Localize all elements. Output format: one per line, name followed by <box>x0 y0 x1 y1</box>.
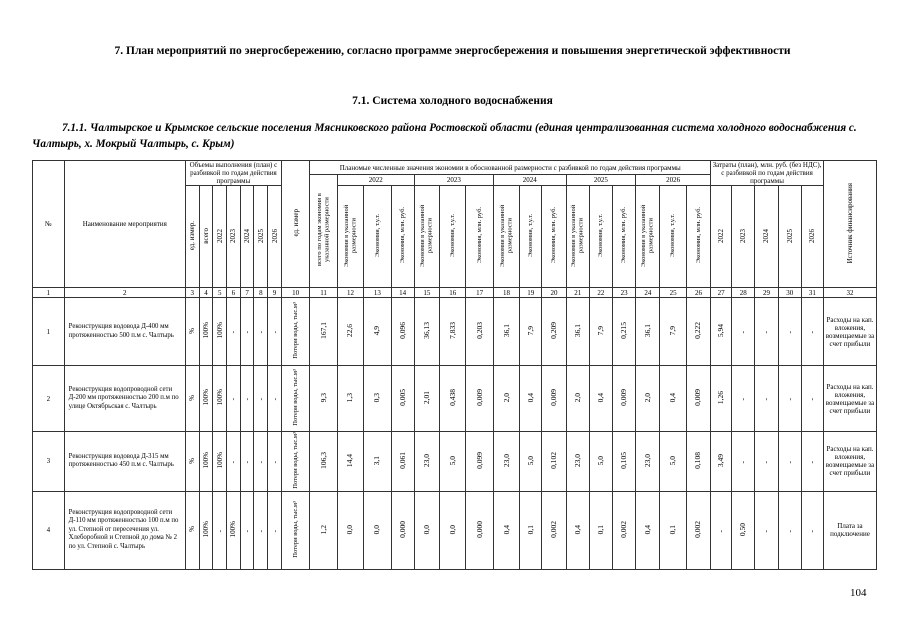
header-eco-tut: Экономия, т.у.т. <box>364 186 391 288</box>
row-unit: % <box>185 491 199 569</box>
header-vol-2023: 2023 <box>227 186 241 288</box>
row-unit2: Потери воды, тыс.м³ <box>281 432 309 492</box>
header-cost-2025: 2025 <box>778 186 801 288</box>
row-volume: - <box>227 366 241 432</box>
row-economy: 0,4 <box>520 366 542 432</box>
column-number: 19 <box>520 288 542 298</box>
row-cost: - <box>755 432 778 492</box>
row-economy: 0,0 <box>337 491 363 569</box>
header-vol-2025: 2025 <box>254 186 268 288</box>
row-total-economy: 167,1 <box>310 298 337 366</box>
row-volume: 100% <box>213 366 227 432</box>
header-cost-2026: 2026 <box>801 186 823 288</box>
header-name: Наименование мероприятия <box>64 161 185 288</box>
row-economy: 0,4 <box>566 491 589 569</box>
column-number: 14 <box>391 288 414 298</box>
row-volume: - <box>254 432 268 492</box>
column-number: 30 <box>778 288 801 298</box>
row-cost: - <box>732 432 755 492</box>
row-economy: 4,9 <box>364 298 391 366</box>
column-number: 20 <box>542 288 566 298</box>
row-cost: - <box>801 298 823 366</box>
row-economy: 0,009 <box>466 366 493 432</box>
column-number: 6 <box>227 288 241 298</box>
column-number: 24 <box>636 288 660 298</box>
row-economy: 23,0 <box>636 432 660 492</box>
row-economy: 0,4 <box>493 491 519 569</box>
row-economy: 0,0 <box>440 491 466 569</box>
row-economy: 7,9 <box>520 298 542 366</box>
row-volume: - <box>268 491 282 569</box>
header-num: № <box>33 161 65 288</box>
row-name: Реконструкция водопроводной сети Д-110 мм протяженностью 100 п.м по ул. Степной от пересечения ул. Хлеборобной и Степной до дома № 2 по ул. Степной с. Чалтырь <box>64 491 185 569</box>
column-number: 15 <box>414 288 439 298</box>
row-cost: - <box>778 366 801 432</box>
row-name: Реконструкция водовода Д-400 мм протяженностью 500 п.м с. Чалтырь <box>64 298 185 366</box>
header-total-economy: всего по годам экономия в указанной размерности <box>310 175 337 288</box>
column-number: 1 <box>33 288 65 298</box>
row-economy: 0,000 <box>391 491 414 569</box>
column-number: 12 <box>337 288 363 298</box>
row-economy: 0,009 <box>686 366 710 432</box>
row-unit2: Потери воды, тыс.м³ <box>281 366 309 432</box>
row-economy: 0,438 <box>440 366 466 432</box>
row-economy: 0,002 <box>686 491 710 569</box>
table-row <box>33 491 877 569</box>
row-volume: - <box>268 366 282 432</box>
row-cost: 5,94 <box>711 298 732 366</box>
header-year-2022: 2022 <box>337 175 414 186</box>
header-eco-rub: Экономия, млн. руб. <box>613 186 636 288</box>
row-economy: 23,0 <box>493 432 519 492</box>
column-number: 5 <box>213 288 227 298</box>
header-volumes-group: Объемы выполнения (план) с разбивкой по годам действия программы <box>185 161 281 186</box>
row-volume: - <box>268 432 282 492</box>
row-economy: 0,0 <box>414 491 439 569</box>
header-year-2024: 2024 <box>493 175 566 186</box>
header-year-2023: 2023 <box>414 175 493 186</box>
header-eco-tut: Экономия, т.у.т. <box>440 186 466 288</box>
header-year-2026: 2026 <box>636 175 711 186</box>
row-finance-source: Расходы на кап. вложения, возмещаемые за счет прибыли <box>823 366 876 432</box>
row-economy: 36,1 <box>636 298 660 366</box>
row-volume: - <box>268 298 282 366</box>
header-eco-rub: Экономия, млн. руб. <box>542 186 566 288</box>
row-economy: 5,0 <box>440 432 466 492</box>
row-volume: - <box>227 298 241 366</box>
column-number: 9 <box>268 288 282 298</box>
header-cost-2022: 2022 <box>711 186 732 288</box>
header-cost-2024: 2024 <box>755 186 778 288</box>
table-row <box>33 432 877 492</box>
row-unit: % <box>185 298 199 366</box>
column-number: 21 <box>566 288 589 298</box>
row-cost: - <box>711 491 732 569</box>
row-volume: 100% <box>199 366 213 432</box>
row-cost: - <box>732 366 755 432</box>
row-num: 3 <box>33 432 65 492</box>
column-number: 28 <box>732 288 755 298</box>
row-unit2: Потери воды, тыс.м³ <box>281 298 309 366</box>
row-total-economy: 1,2 <box>310 491 337 569</box>
subsection-heading: 7.1. Система холодного водоснабжения <box>352 95 553 107</box>
row-economy: 0,102 <box>542 432 566 492</box>
row-economy: 3,1 <box>364 432 391 492</box>
row-economy: 2,0 <box>636 366 660 432</box>
row-economy: 36,1 <box>566 298 589 366</box>
row-num: 2 <box>33 366 65 432</box>
row-economy: 2,01 <box>414 366 439 432</box>
row-volume: - <box>227 432 241 492</box>
row-economy: 0,222 <box>686 298 710 366</box>
column-number: 10 <box>281 288 309 298</box>
row-economy: 7,833 <box>440 298 466 366</box>
row-economy: 36,13 <box>414 298 439 366</box>
header-vol-2024: 2024 <box>240 186 254 288</box>
row-total-economy: 106,3 <box>310 432 337 492</box>
row-economy: 0,096 <box>391 298 414 366</box>
row-num: 1 <box>33 298 65 366</box>
column-number: 3 <box>185 288 199 298</box>
row-volume: - <box>240 366 254 432</box>
header-eco-tut: Экономия, т.у.т. <box>589 186 612 288</box>
header-eco-rub: Экономия, млн. руб. <box>391 186 414 288</box>
column-number: 2 <box>64 288 185 298</box>
row-cost: 1,26 <box>711 366 732 432</box>
row-volume: - <box>240 298 254 366</box>
row-volume: - <box>213 491 227 569</box>
row-finance-source: Расходы на кап. вложения, возмещаемые за счет прибыли <box>823 298 876 366</box>
header-vol-2026: 2026 <box>268 186 282 288</box>
header-unit2: ед. измер <box>281 161 309 288</box>
row-cost: - <box>801 432 823 492</box>
column-number: 26 <box>686 288 710 298</box>
row-volume: 100% <box>199 432 213 492</box>
row-total-economy: 9,3 <box>310 366 337 432</box>
header-planned-group: Планомые численные значения экономии в обоснованной размерности с разбивкой по годам действия программы <box>310 161 711 175</box>
row-economy: 0,061 <box>391 432 414 492</box>
row-economy: 7,9 <box>660 298 686 366</box>
row-volume: - <box>254 491 268 569</box>
row-cost: - <box>801 366 823 432</box>
row-economy: 0,002 <box>542 491 566 569</box>
column-number: 25 <box>660 288 686 298</box>
row-volume: 100% <box>213 298 227 366</box>
header-cost-2023: 2023 <box>732 186 755 288</box>
row-economy: 2,0 <box>493 366 519 432</box>
row-finance-source: Плата за подключение <box>823 491 876 569</box>
row-economy: 0,4 <box>660 366 686 432</box>
row-economy: 0,0 <box>364 491 391 569</box>
row-cost: 3,49 <box>711 432 732 492</box>
row-economy: 0,203 <box>466 298 493 366</box>
column-number: 13 <box>364 288 391 298</box>
header-year-2025: 2025 <box>566 175 636 186</box>
row-cost: - <box>755 298 778 366</box>
row-economy: 0,108 <box>686 432 710 492</box>
row-unit2: Потери воды, тыс.м³ <box>281 491 309 569</box>
header-finance-source: Источник финансирования <box>823 161 876 288</box>
column-number: 29 <box>755 288 778 298</box>
column-number: 18 <box>493 288 519 298</box>
row-economy: 0,4 <box>589 366 612 432</box>
row-cost: - <box>755 366 778 432</box>
row-economy: 0,099 <box>466 432 493 492</box>
row-unit: % <box>185 432 199 492</box>
header-eco-tut: Экономия, т.у.т. <box>660 186 686 288</box>
row-volume: - <box>254 298 268 366</box>
column-number: 16 <box>440 288 466 298</box>
row-volume: - <box>240 432 254 492</box>
row-economy: 0,1 <box>589 491 612 569</box>
row-economy: 0,005 <box>391 366 414 432</box>
row-cost: - <box>778 491 801 569</box>
row-economy: 0,1 <box>520 491 542 569</box>
page-number: 104 <box>850 587 867 599</box>
column-number: 11 <box>310 288 337 298</box>
row-cost: - <box>732 298 755 366</box>
row-name: Реконструкция водопроводной сети Д-200 мм протяженностью 200 п.м по улице Октябрьская с. Чалтырь <box>64 366 185 432</box>
header-eco-dim: Экономия в указанной размерности <box>414 186 439 288</box>
row-economy: 0,3 <box>364 366 391 432</box>
subsubsection-heading: 7.1.1. Чалтырское и Крымское сельские поселения Мясниковского района Ростовской области (единая централизованная система холодного водоснабжения с. Чалтырь, х. Мокрый Чалтырь, с. Крым) <box>32 122 857 150</box>
header-eco-dim: Экономия в указанной размерности <box>337 186 363 288</box>
row-economy: 0,002 <box>613 491 636 569</box>
row-economy: 36,1 <box>493 298 519 366</box>
column-number: 22 <box>589 288 612 298</box>
row-volume: - <box>240 491 254 569</box>
row-economy: 22,6 <box>337 298 363 366</box>
row-economy: 5,0 <box>660 432 686 492</box>
row-cost: - <box>778 298 801 366</box>
column-number: 7 <box>240 288 254 298</box>
row-economy: 0,105 <box>613 432 636 492</box>
row-volume: 100% <box>199 491 213 569</box>
row-cost: 0,50 <box>732 491 755 569</box>
column-number: 17 <box>466 288 493 298</box>
row-cost: - <box>801 491 823 569</box>
column-number: 32 <box>823 288 876 298</box>
row-economy: 14,4 <box>337 432 363 492</box>
row-economy: 0,000 <box>466 491 493 569</box>
column-number-row <box>33 288 877 298</box>
row-economy: 5,0 <box>520 432 542 492</box>
row-economy: 1,3 <box>337 366 363 432</box>
row-economy: 23,0 <box>414 432 439 492</box>
row-economy: 0,009 <box>542 366 566 432</box>
header-costs-group: Затраты (план), млн. руб. (без НДС), с разбивкой по годам действия программы <box>712 161 822 185</box>
row-num: 4 <box>33 491 65 569</box>
row-economy: 0,009 <box>613 366 636 432</box>
row-finance-source: Расходы на кап. вложения, возмещаемые за счет прибыли <box>823 432 876 492</box>
row-cost: - <box>778 432 801 492</box>
row-unit: % <box>185 366 199 432</box>
row-volume: 100% <box>199 298 213 366</box>
header-unit: ед. измер. <box>185 186 199 288</box>
column-number: 31 <box>801 288 823 298</box>
row-economy: 0,209 <box>542 298 566 366</box>
row-economy: 7,9 <box>589 298 612 366</box>
row-volume: 100% <box>227 491 241 569</box>
row-economy: 0,4 <box>636 491 660 569</box>
energy-saving-table <box>32 160 877 570</box>
row-economy: 2,0 <box>566 366 589 432</box>
header-eco-tut: Экономия, т.у.т. <box>520 186 542 288</box>
header-eco-dim: Экономия в указанной размерности <box>636 186 660 288</box>
column-number: 8 <box>254 288 268 298</box>
row-name: Реконструкция водовода Д-315 мм протяженностью 450 п.м с. Чалтырь <box>64 432 185 492</box>
header-eco-rub: Экономия, млн. руб. <box>686 186 710 288</box>
row-economy: 0,215 <box>613 298 636 366</box>
table-row <box>33 298 877 366</box>
header-total: всего <box>199 186 213 288</box>
column-number: 23 <box>613 288 636 298</box>
row-volume: - <box>254 366 268 432</box>
column-number: 27 <box>711 288 732 298</box>
row-volume: 100% <box>213 432 227 492</box>
header-eco-dim: Экономия в указанной размерности <box>493 186 519 288</box>
row-cost: - <box>755 491 778 569</box>
row-economy: 0,1 <box>660 491 686 569</box>
section-heading: 7. План мероприятий по энергосбережению, согласно программе энергосбережения и повышения энергетической эффективности <box>114 45 791 57</box>
row-economy: 23,0 <box>566 432 589 492</box>
header-vol-2022: 2022 <box>213 186 227 288</box>
column-number: 4 <box>199 288 213 298</box>
row-economy: 5,0 <box>589 432 612 492</box>
header-eco-rub: Экономия, млн. руб. <box>466 186 493 288</box>
header-eco-dim: Экономия в указанной размерности <box>566 186 589 288</box>
table-row <box>33 366 877 432</box>
